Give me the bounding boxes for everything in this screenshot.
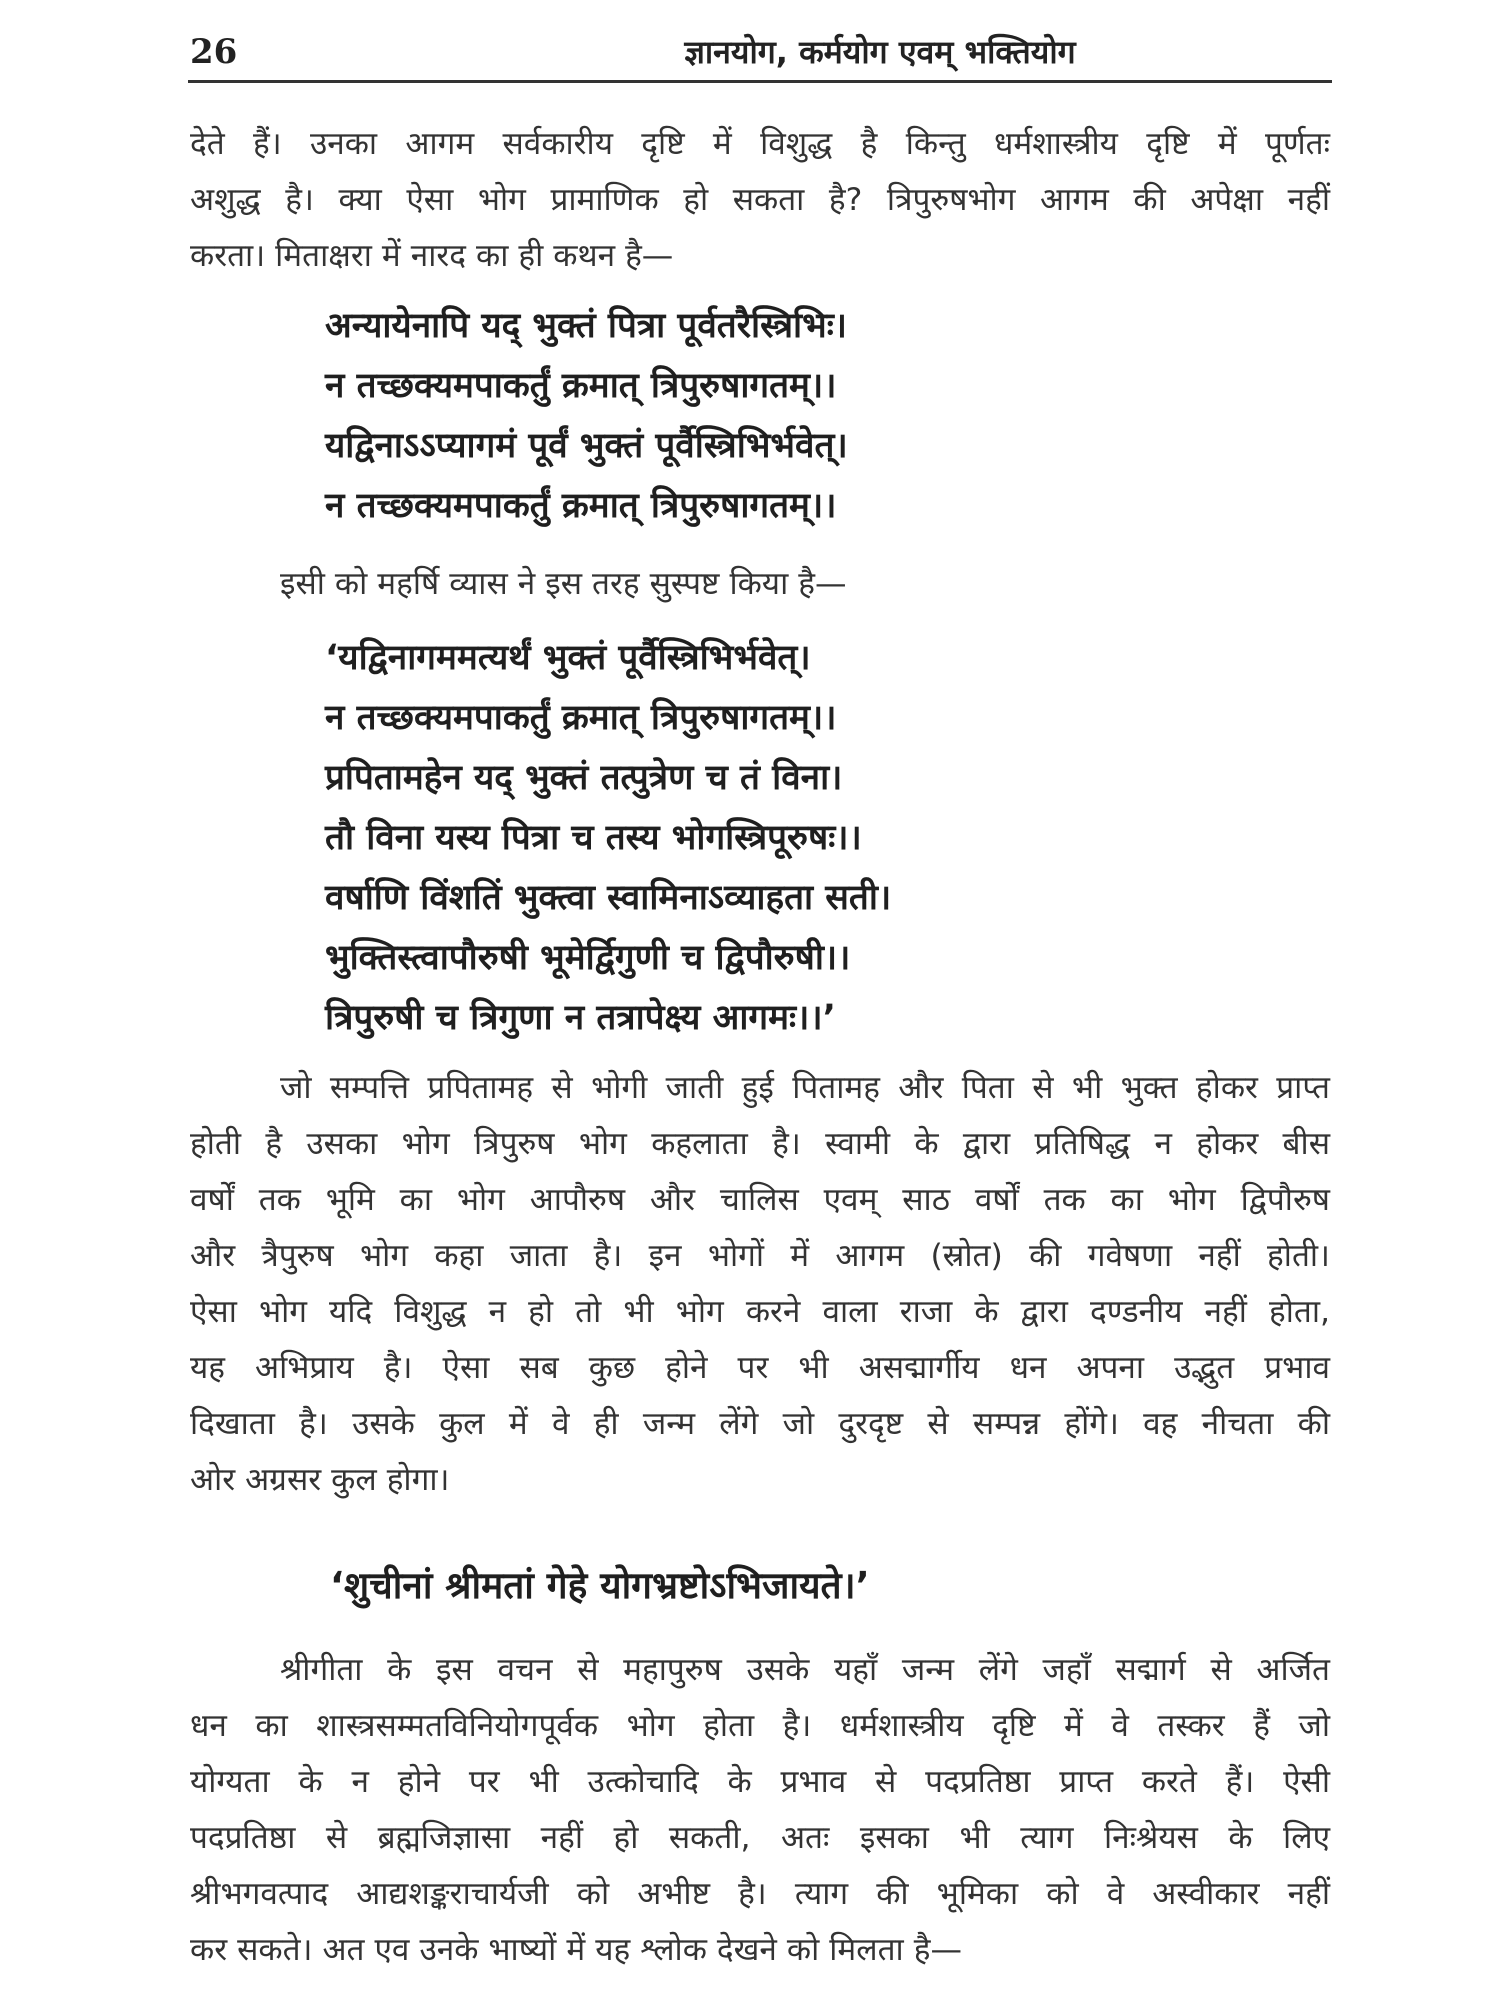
verse-line: प्रपितामहेन यद् भुक्तं तत्पुत्रेण च तं विना।	[325, 758, 843, 798]
verse-line: ‘यद्विनागममत्यर्थं भुक्तं पूर्वैस्त्रिभिर्भवेत्।	[325, 638, 811, 678]
paragraph-line: श्रीभगवत्पाद आद्यशङ्कराचार्यजी को अभीष्ट है। त्याग की भूमिका को वे अस्वीकार नहीं	[190, 1876, 1330, 1912]
paragraph-3	[190, 1642, 1330, 1978]
verse-line: अन्यायेनापि यद् भुक्तं पित्रा पूर्वतरैस्त्रिभिः।	[325, 306, 848, 346]
paragraph-line: पदप्रतिष्ठा से ब्रह्मजिज्ञासा नहीं हो सकती, अतः इसका भी त्याग निःश्रेयस के लिए	[190, 1820, 1330, 1856]
verse-line: न तच्छक्यमपाकर्तुं क्रमात् त्रिपुरुषागतम्।।	[325, 698, 837, 738]
paragraph-line: ऐसा भोग यदि विशुद्ध न हो तो भी भोग करने वाला राजा के द्वारा दण्डनीय नहीं होता,	[190, 1294, 1330, 1330]
paragraph-line: अशुद्ध है। क्या ऐसा भोग प्रामाणिक हो सकता है? त्रिपुरुषभोग आगम की अपेक्षा नहीं	[190, 182, 1330, 218]
verse-block-1	[325, 296, 1325, 536]
paragraph-line: और त्रैपुरुष भोग कहा जाता है। इन भोगों में आगम (स्रोत) की गवेषणा नहीं होती।	[190, 1238, 1330, 1274]
paragraph-line: ओर अग्रसर कुल होगा।	[190, 1462, 450, 1498]
verse-line: त्रिपुरुषी च त्रिगुणा न तत्रापेक्ष्य आगमः।।’	[325, 998, 836, 1038]
paragraph-line: वर्षों तक भूमि का भोग आपौरुष और चालिस एवम् साठ वर्षों तक का भोग द्विपौरुष	[190, 1182, 1330, 1218]
paragraph-line: होती है उसका भोग त्रिपुरुष भोग कहलाता है। स्वामी के द्वारा प्रतिषिद्ध न होकर बीस	[190, 1126, 1330, 1162]
running-title: ज्ञानयोग, कर्मयोग एवम् भक्तियोग	[684, 33, 1076, 71]
paragraph-line: धन का शास्त्रसम्मतविनियोगपूर्वक भोग होता है। धर्मशास्त्रीय दृष्टि में वे तस्कर हैं जो	[190, 1708, 1330, 1744]
verse-line: न तच्छक्यमपाकर्तुं क्रमात् त्रिपुरुषागतम्।।	[325, 486, 837, 526]
verse-block-2	[325, 628, 1325, 1048]
paragraph-line: कर सकते। अत एव उनके भाष्यों में यह श्लोक देखने को मिलता है—	[190, 1932, 962, 1968]
gita-quote: ‘शुचीनां श्रीमतां गेहे योगभ्रष्टोऽभिजायते।’	[330, 1564, 870, 1607]
page-header	[190, 26, 1330, 78]
verse-line: वर्षाणि विंशतिं भुक्त्वा स्वामिनाऽव्याहता सती।	[325, 878, 892, 918]
paragraph-line: जो सम्पत्ति प्रपितामह से भोगी जाती हुई पितामह और पिता से भी भुक्त होकर प्राप्त	[280, 1070, 1330, 1106]
paragraph-line: दिखाता है। उसके कुल में वे ही जन्म लेंगे जो दुरदृष्ट से सम्पन्न होंगे। वह नीचता की	[190, 1406, 1330, 1442]
verse-line: भुक्तिस्त्वापौरुषी भूमेर्द्विगुणी च द्विपौरुषी।।	[325, 938, 851, 978]
paragraph-1	[190, 116, 1330, 284]
paragraph-line: यह अभिप्राय है। ऐसा सब कुछ होने पर भी असद्मार्गीय धन अपना उद्भुत प्रभाव	[190, 1350, 1330, 1386]
paragraph-2	[190, 1060, 1330, 1508]
paragraph-line: करता। मिताक्षरा में नारद का ही कथन है—	[190, 238, 674, 274]
verse-line: यद्विनाऽऽप्यागमं पूर्वं भुक्तं पूर्वैस्त्रिभिर्भवेत्।	[325, 426, 848, 466]
header-rule	[188, 80, 1332, 83]
verse-line: तौ विना यस्य पित्रा च तस्य भोगस्त्रिपूरुषः।।	[325, 818, 862, 858]
page-number: 26	[190, 32, 238, 72]
paragraph-line: देते हैं। उनका आगम सर्वकारीय दृष्टि में विशुद्ध है किन्तु धर्मशास्त्रीय दृष्टि में पूर्णतः	[190, 126, 1330, 162]
verse-line: न तच्छक्यमपाकर्तुं क्रमात् त्रिपुरुषागतम्।।	[325, 366, 837, 406]
intro-line: इसी को महर्षि व्यास ने इस तरह सुस्पष्ट किया है—	[280, 566, 847, 602]
paragraph-line: योग्यता के न होने पर भी उत्कोचादि के प्रभाव से पदप्रतिष्ठा प्राप्त करते हैं। ऐसी	[190, 1764, 1330, 1800]
paragraph-line: श्रीगीता के इस वचन से महापुरुष उसके यहाँ जन्म लेंगे जहाँ सद्मार्ग से अर्जित	[280, 1652, 1330, 1688]
